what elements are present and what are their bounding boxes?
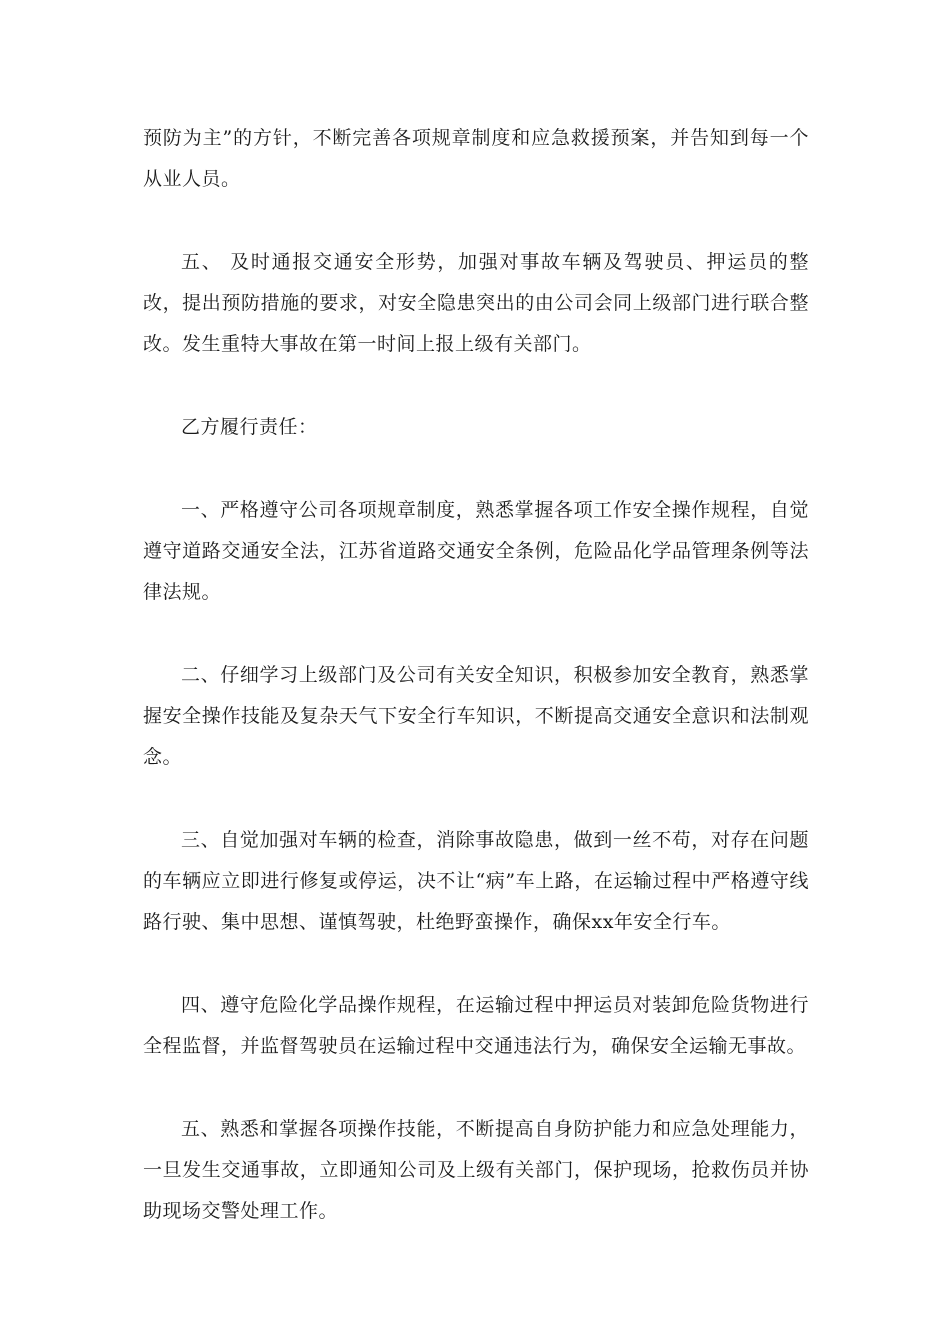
document-page (143, 118, 809, 1232)
paragraph-party-a-item-5: 五、 及时通报交通安全形势，加强对事故车辆及驾驶员、押运员的整改，提出预防措施的要求，对安全隐患突出的由公司会同上级部门进行联合整改。发生重特大事故在第一时间上报上级有关部门。 (143, 251, 809, 355)
paragraph-party-b-item-5: 五、熟悉和掌握各项操作技能，不断提高自身防护能力和应急处理能力，一旦发生交通事故，立即通知公司及上级有关部门，保护现场，抢救伤员并协助现场交警处理工作。 (143, 1118, 809, 1222)
paragraph-party-b-item-4: 四、遵守危险化学品操作规程，在运输过程中押运员对装卸危险货物进行全程监督，并监督驾驶员在运输过程中交通违法行为，确保安全运输无事故。 (143, 994, 809, 1057)
paragraph-party-b-item-3: 三、自觉加强对车辆的检查，消除事故隐患，做到一丝不苟，对存在问题的车辆应立即进行修复或停运，决不让“病”车上路，在运输过程中严格遵守线路行驶、集中思想、谨慎驾驶，杜绝野蛮操作，确保xx年安全行车。 (143, 829, 809, 933)
paragraph-party-b-item-2: 二、仔细学习上级部门及公司有关安全知识，积极参加安全教育，熟悉掌握安全操作技能及复杂天气下安全行车知识，不断提高交通安全意识和法制观念。 (143, 664, 809, 768)
paragraph-party-b-item-1: 一、严格遵守公司各项规章制度，熟悉掌握各项工作安全操作规程，自觉遵守道路交通安全法，江苏省道路交通安全条例，危险品化学品管理条例等法律法规。 (143, 499, 809, 603)
section-heading-party-b: 乙方履行责任： (181, 416, 318, 438)
paragraph-continuation: 预防为主”的方针，不断完善各项规章制度和应急救援预案，并告知到每一个从业人员。 (143, 127, 809, 190)
